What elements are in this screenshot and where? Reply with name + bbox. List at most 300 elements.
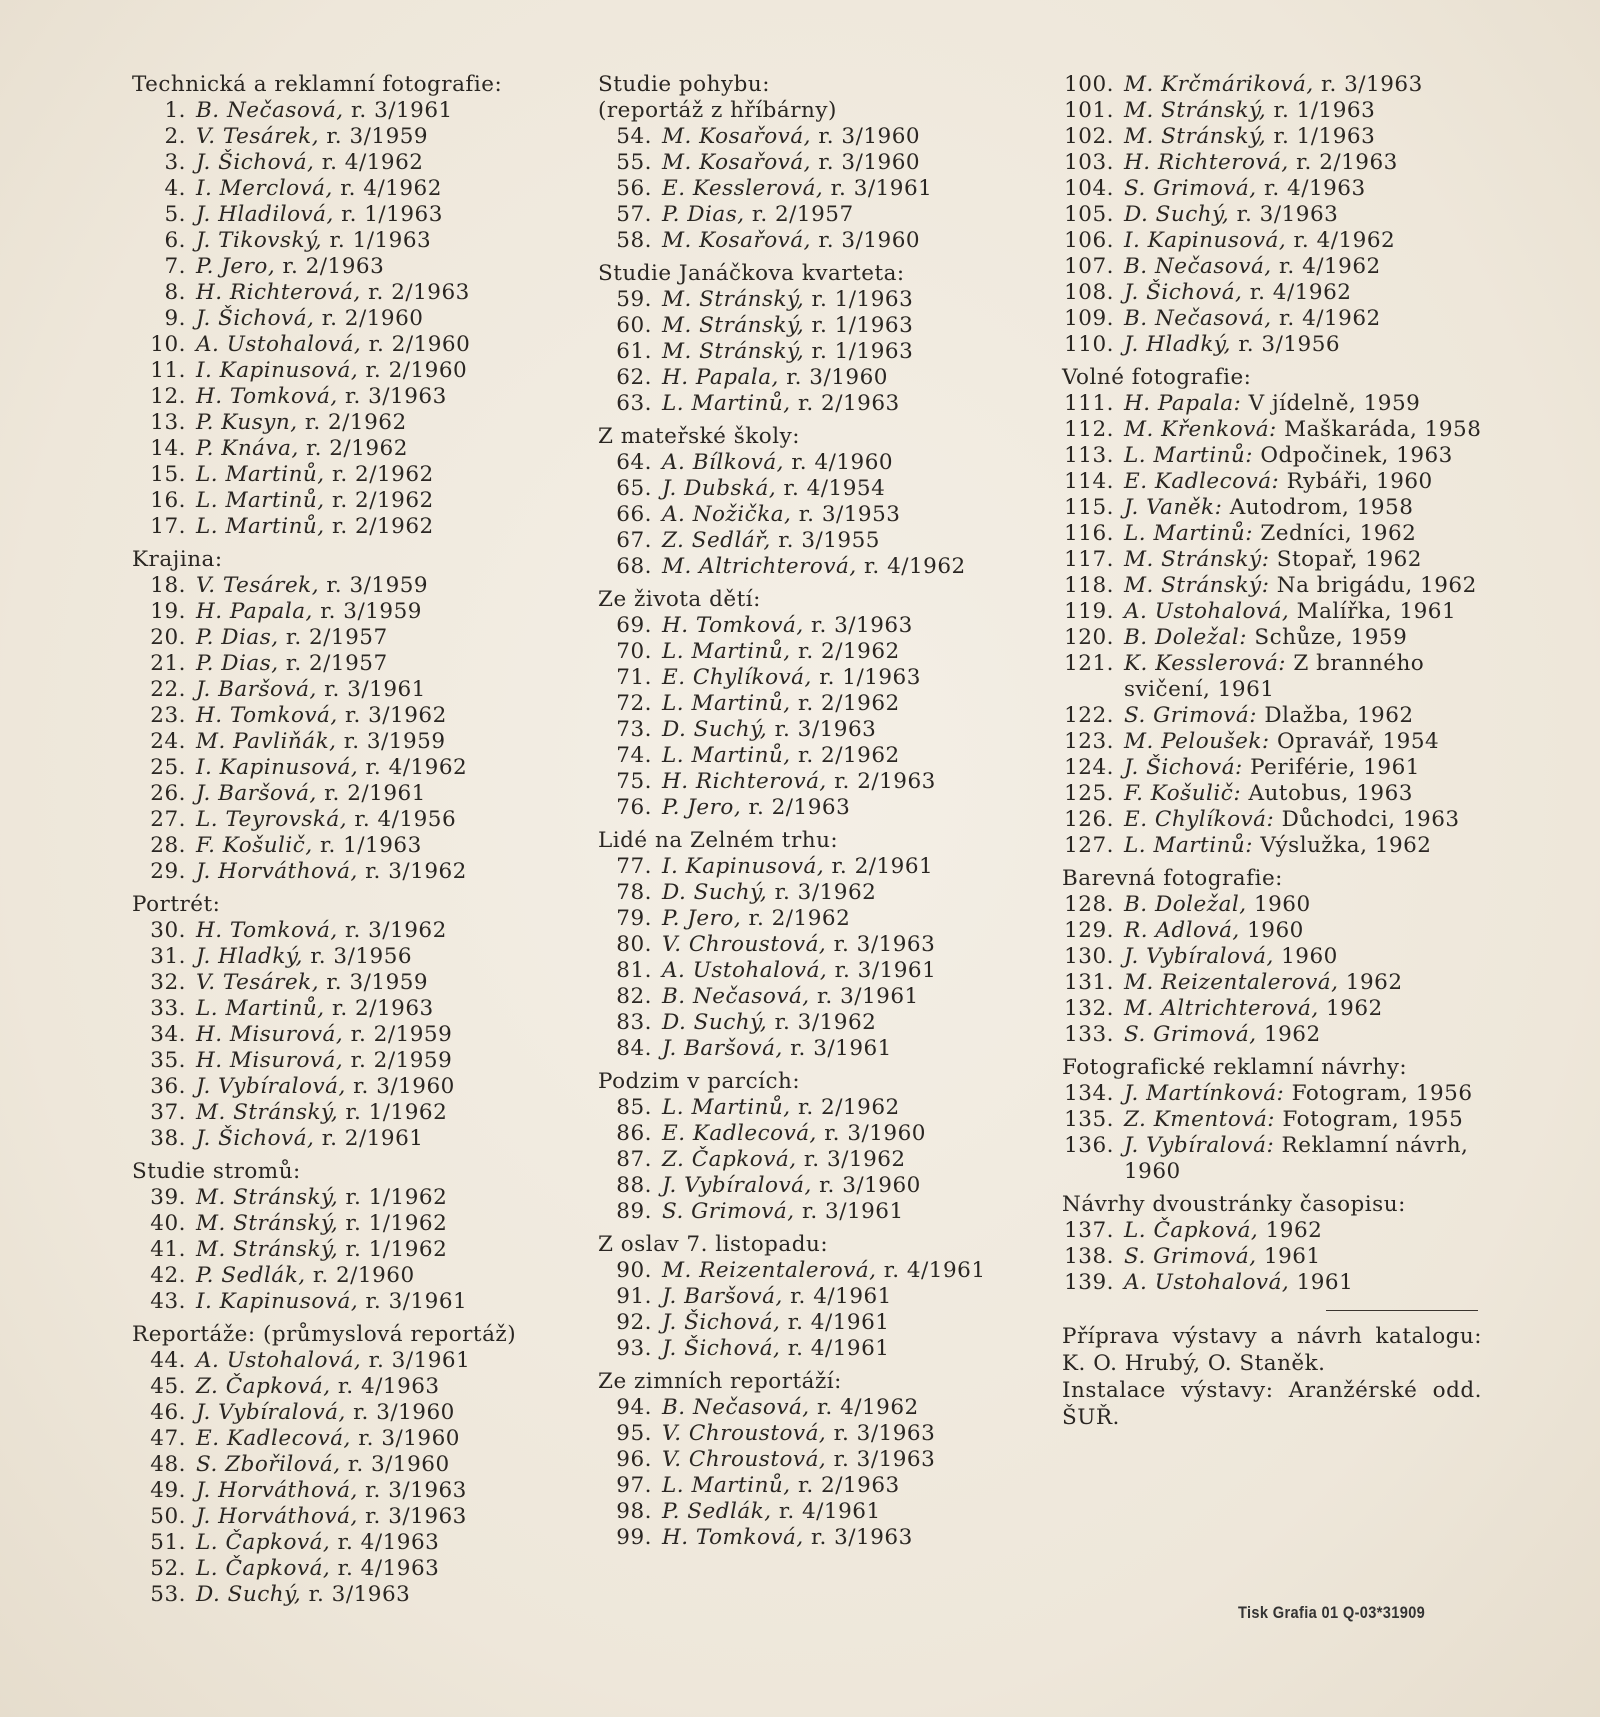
photographer-name: I. Merclová, <box>196 176 333 201</box>
entry-info: r. 3/1960 <box>819 1173 921 1198</box>
entry-text <box>1124 918 1482 944</box>
entry-row <box>598 984 1023 1010</box>
entry-text <box>1124 1107 1482 1133</box>
entry-row <box>598 1036 1023 1062</box>
entry-number: 120. <box>1064 625 1114 650</box>
entry-info: r. 1/1963 <box>320 833 422 858</box>
entry-row <box>1062 176 1482 202</box>
entry-info: r. 3/1960 <box>353 1400 455 1425</box>
entry-row <box>132 280 562 306</box>
entry-text <box>1124 996 1482 1022</box>
credits-installation: Instalace výstavy: Aranžérské odd. ŠUŘ. <box>1062 1378 1482 1430</box>
entry-number: 137. <box>1064 1218 1114 1243</box>
section <box>1062 866 1482 1048</box>
section-heading: Portrét: <box>132 892 221 917</box>
photographer-name: M. Stránský: <box>1124 547 1270 572</box>
entry-text <box>196 150 562 176</box>
entry-number: 122. <box>1064 703 1114 728</box>
entry-text <box>1124 625 1482 651</box>
photographer-name: E. Kadlecová, <box>196 1426 351 1451</box>
entry-info: Odpočinek, 1963 <box>1260 443 1453 468</box>
entry-info: r. 2/1960 <box>312 1263 415 1288</box>
entry-row <box>1062 280 1482 306</box>
entry-number: 96. <box>616 1447 652 1472</box>
entry-number: 56. <box>616 176 652 201</box>
entry-number: 95. <box>616 1421 652 1446</box>
entry-number: 13. <box>150 410 186 435</box>
entry-info: Z branného svičení, 1961 <box>1124 651 1425 702</box>
entry-number: 124. <box>1064 755 1114 780</box>
entry-number: 109. <box>1064 306 1114 331</box>
entry-info: r. 3/1962 <box>774 880 877 905</box>
entry-row <box>132 1582 562 1608</box>
entry-number: 23. <box>150 703 186 728</box>
entry-number: 17. <box>150 514 186 539</box>
entry-row <box>132 573 562 599</box>
photographer-name: I. Kapinusová, <box>662 854 825 879</box>
entry-text <box>1124 807 1482 833</box>
entry-info: r. 3/1953 <box>798 502 901 527</box>
section <box>598 424 1023 580</box>
entry-number: 35. <box>150 1048 186 1073</box>
entry-text <box>196 202 562 228</box>
entry-text <box>1124 332 1482 358</box>
entry-info: r. 1/1963 <box>811 339 914 364</box>
entry-number: 50. <box>150 1504 186 1529</box>
photographer-name: J. Tikovský, <box>196 228 323 253</box>
entry-text <box>196 436 562 462</box>
entry-text <box>662 1310 1023 1336</box>
entry-text <box>662 984 1023 1010</box>
photographer-name: J. Šichová, <box>662 1310 781 1335</box>
photographer-name: J. Hladilová, <box>196 202 334 227</box>
entry-text <box>1124 1218 1482 1244</box>
entry-info: r. 3/1955 <box>778 528 880 553</box>
entry-row <box>1062 755 1482 781</box>
photographer-name: J. Vybíralová, <box>662 1173 812 1198</box>
photographer-name: J. Vybíralová: <box>1124 1133 1275 1158</box>
entry-row <box>598 743 1023 769</box>
photographer-name: L. Martinů, <box>196 996 325 1021</box>
entry-row <box>132 970 562 996</box>
photographer-name: F. Košulič, <box>196 833 313 858</box>
entry-number: 27. <box>150 807 186 832</box>
entry-row <box>132 625 562 651</box>
entry-number: 71. <box>616 665 652 690</box>
entry-text <box>1124 1270 1482 1296</box>
entry-info: r. 2/1957 <box>751 202 854 227</box>
entry-number: 4. <box>164 176 186 201</box>
entry-row <box>132 1074 562 1100</box>
entry-text <box>662 880 1023 906</box>
entry-info: r. 3/1960 <box>353 1074 455 1099</box>
entry-text <box>1124 98 1482 124</box>
entry-number: 34. <box>150 1022 186 1047</box>
entry-row <box>132 651 562 677</box>
entry-row <box>132 1556 562 1582</box>
entry-number: 129. <box>1064 918 1114 943</box>
entry-info: r. 3/1963 <box>811 1525 913 1550</box>
photographer-name: J. Šichová, <box>196 150 315 175</box>
entry-number: 16. <box>150 488 186 513</box>
entry-text <box>196 833 562 859</box>
photographer-name: V. Tesárek, <box>196 573 320 598</box>
entry-text <box>1124 547 1482 573</box>
photographer-name: S. Grimová, <box>1124 1244 1257 1269</box>
entry-row <box>1062 599 1482 625</box>
entry-text <box>662 795 1023 821</box>
entry-number: 15. <box>150 462 186 487</box>
entry-row <box>1062 781 1482 807</box>
entry-number: 130. <box>1064 944 1114 969</box>
entry-text <box>1124 443 1482 469</box>
photographer-name: P. Dias, <box>196 625 279 650</box>
entry-number: 89. <box>616 1199 652 1224</box>
photographer-name: L. Martinů, <box>662 691 791 716</box>
entry-number: 104. <box>1064 176 1114 201</box>
entry-number: 63. <box>616 391 652 416</box>
photographer-name: P. Jero, <box>662 906 742 931</box>
entry-number: 8. <box>164 280 186 305</box>
photographer-name: A. Bílková, <box>662 450 785 475</box>
entry-text <box>196 807 562 833</box>
entry-info: r. 3/1959 <box>326 970 429 995</box>
photographer-name: M. Stránský, <box>662 287 805 312</box>
entry-row <box>598 124 1023 150</box>
entry-row <box>132 807 562 833</box>
entry-text <box>196 859 562 885</box>
entry-text <box>662 228 1023 254</box>
section <box>132 1159 562 1315</box>
entry-number: 76. <box>616 795 652 820</box>
entry-info: r. 1/1962 <box>345 1211 448 1236</box>
entry-number: 113. <box>1064 443 1114 468</box>
photographer-name: M. Stránský: <box>1124 573 1270 598</box>
entry-text <box>1124 781 1482 807</box>
entry-number: 82. <box>616 984 652 1009</box>
entry-text <box>196 98 562 124</box>
section-heading: Technická a reklamní fotografie: <box>132 72 503 97</box>
entry-row <box>132 150 562 176</box>
photographer-name: D. Suchý, <box>196 1582 302 1607</box>
photographer-name: M. Kosařová, <box>662 150 811 175</box>
entry-number: 126. <box>1064 807 1114 832</box>
photographer-name: M. Reizentalerová, <box>662 1258 877 1283</box>
entry-text <box>1124 1244 1482 1270</box>
entry-text <box>196 1289 562 1315</box>
entry-number: 98. <box>616 1499 652 1524</box>
entry-number: 115. <box>1064 495 1114 520</box>
entry-row <box>1062 703 1482 729</box>
photographer-name: L. Teyrovská, <box>196 807 348 832</box>
entry-number: 67. <box>616 528 652 553</box>
entry-info: r. 3/1956 <box>1238 332 1341 357</box>
photographer-name: H. Richterová, <box>1124 150 1289 175</box>
entry-row <box>1062 547 1482 573</box>
entry-row <box>132 1126 562 1152</box>
entry-info: r. 2/1961 <box>324 781 426 806</box>
section <box>132 1322 562 1608</box>
entry-number: 51. <box>150 1530 186 1555</box>
entry-info: V jídelně, 1959 <box>1248 391 1421 416</box>
photographer-name: P. Jero, <box>662 795 742 820</box>
entry-text <box>662 743 1023 769</box>
entry-row <box>132 462 562 488</box>
entry-text <box>1124 833 1482 859</box>
entry-row <box>132 599 562 625</box>
entry-row <box>1062 202 1482 228</box>
photographer-name: L. Čapková, <box>196 1556 331 1581</box>
entry-text <box>196 1556 562 1582</box>
entry-info: r. 2/1957 <box>285 625 388 650</box>
entry-number: 91. <box>616 1284 652 1309</box>
photographer-name: M. Stránský, <box>196 1100 339 1125</box>
entry-row <box>132 1211 562 1237</box>
entry-number: 114. <box>1064 469 1114 494</box>
entry-text <box>662 1010 1023 1036</box>
entry-row <box>598 717 1023 743</box>
section-heading: Z oslav 7. listopadu: <box>598 1232 829 1257</box>
entry-info: r. 2/1963 <box>1296 150 1398 175</box>
entry-text <box>196 462 562 488</box>
photographer-name: J. Vybíralová, <box>196 1074 346 1099</box>
entry-number: 42. <box>150 1263 186 1288</box>
entry-text <box>662 202 1023 228</box>
entry-text <box>662 124 1023 150</box>
section-heading: Lidé na Zelném trhu: <box>598 828 839 853</box>
entry-info: r. 4/1962 <box>365 755 468 780</box>
photographer-name: L. Čapková, <box>1124 1218 1259 1243</box>
entry-number: 107. <box>1064 254 1114 279</box>
photographer-name: M. Altrichterová, <box>662 554 857 579</box>
entry-row <box>1062 1081 1482 1107</box>
photographer-name: M. Kosařová, <box>662 124 811 149</box>
entry-number: 48. <box>150 1452 186 1477</box>
entry-text <box>662 1173 1023 1199</box>
entry-row <box>132 1100 562 1126</box>
entry-info: r. 1/1963 <box>811 313 914 338</box>
photographer-name: L. Martinů, <box>196 462 325 487</box>
entry-info: r. 3/1963 <box>308 1582 411 1607</box>
photographer-name: R. Adlová, <box>1124 918 1240 943</box>
photographer-name: L. Martinů: <box>1124 521 1254 546</box>
entry-row <box>132 1263 562 1289</box>
entry-text <box>662 502 1023 528</box>
entry-info: r. 4/1961 <box>778 1499 881 1524</box>
entry-text <box>1124 417 1482 443</box>
entry-info: r. 4/1956 <box>354 807 457 832</box>
entry-row <box>1062 729 1482 755</box>
entry-number: 69. <box>616 613 652 638</box>
entry-row <box>1062 833 1482 859</box>
entry-info: r. 2/1962 <box>304 410 407 435</box>
entry-info: r. 1/1962 <box>345 1237 448 1262</box>
entry-row <box>598 228 1023 254</box>
entry-text <box>662 769 1023 795</box>
entry-number: 101. <box>1064 98 1114 123</box>
entry-number: 60. <box>616 313 652 338</box>
entry-row <box>132 254 562 280</box>
entry-info: r. 3/1963 <box>833 1447 936 1472</box>
entry-info: r. 3/1963 <box>833 932 936 957</box>
entry-row <box>1062 150 1482 176</box>
photographer-name: L. Martinů: <box>1124 443 1254 468</box>
entry-text <box>196 280 562 306</box>
entry-row <box>132 410 562 436</box>
photographer-name: H. Tomková, <box>662 1525 804 1550</box>
entry-info: r. 2/1963 <box>797 391 900 416</box>
section-heading: Volné fotografie: <box>1062 365 1252 390</box>
entry-info: r. 4/1962 <box>340 176 442 201</box>
entry-text <box>662 1336 1023 1362</box>
photographer-name: M. Peloušek: <box>1124 729 1270 754</box>
entry-number: 53. <box>150 1582 186 1607</box>
entry-number: 87. <box>616 1147 652 1172</box>
entry-info: r. 3/1963 <box>345 384 447 409</box>
entry-text <box>662 1499 1023 1525</box>
entry-number: 47. <box>150 1426 186 1451</box>
photographer-name: L. Martinů, <box>662 743 791 768</box>
entry-text <box>196 410 562 436</box>
entry-text <box>1124 306 1482 332</box>
entry-number: 106. <box>1064 228 1114 253</box>
entry-row <box>598 365 1023 391</box>
photographer-name: J. Šichová, <box>1124 280 1243 305</box>
entry-number: 58. <box>616 228 652 253</box>
entry-number: 22. <box>150 677 186 702</box>
entry-row <box>598 958 1023 984</box>
entry-row <box>1062 651 1482 703</box>
entry-number: 85. <box>616 1095 652 1120</box>
section-heading: Podzim v parcích: <box>598 1069 801 1094</box>
entry-row <box>598 1121 1023 1147</box>
entry-info: r. 4/1962 <box>1278 254 1381 279</box>
entry-info: r. 2/1962 <box>331 514 434 539</box>
entry-number: 25. <box>150 755 186 780</box>
entry-text <box>196 703 562 729</box>
entry-row <box>598 1173 1023 1199</box>
entry-info: r. 4/1963 <box>337 1374 440 1399</box>
photographer-name: M. Pavliňák, <box>196 729 337 754</box>
entry-text <box>662 958 1023 984</box>
photographer-name: V. Tesárek, <box>196 970 320 995</box>
photographer-name: M. Altrichterová, <box>1124 996 1319 1021</box>
entry-text <box>662 665 1023 691</box>
column-3-list <box>1062 72 1482 1296</box>
entry-number: 26. <box>150 781 186 806</box>
entry-row <box>1062 1133 1482 1185</box>
photographer-name: P. Knáva, <box>196 436 299 461</box>
entry-row <box>1062 391 1482 417</box>
entry-info: r. 2/1962 <box>797 1095 900 1120</box>
photographer-name: H. Tomková, <box>196 918 338 943</box>
entry-text <box>196 1478 562 1504</box>
photographer-name: V. Chroustová, <box>662 932 827 957</box>
entry-row <box>598 528 1023 554</box>
entry-info: r. 4/1962 <box>864 554 966 579</box>
entry-number: 134. <box>1064 1081 1114 1106</box>
entry-text <box>1124 228 1482 254</box>
entry-info: Reklamní návrh, 1960 <box>1124 1133 1469 1184</box>
entry-row <box>132 488 562 514</box>
entry-info: r. 4/1963 <box>1263 176 1366 201</box>
photographer-name: J. Šichová, <box>662 1336 781 1361</box>
entry-info: Autobus, 1963 <box>1248 781 1413 806</box>
entry-row <box>132 1400 562 1426</box>
entry-number: 116. <box>1064 521 1114 546</box>
entry-number: 31. <box>150 944 186 969</box>
entry-row <box>132 514 562 540</box>
photographer-name: V. Tesárek, <box>196 124 320 149</box>
entry-info: r. 4/1962 <box>1278 306 1381 331</box>
entry-text <box>196 573 562 599</box>
photographer-name: L. Martinů, <box>196 514 325 539</box>
entry-row <box>132 1022 562 1048</box>
entry-number: 100. <box>1064 72 1114 97</box>
entry-number: 28. <box>150 833 186 858</box>
entry-text <box>662 691 1023 717</box>
entry-text <box>1124 176 1482 202</box>
entry-number: 61. <box>616 339 652 364</box>
section-heading: Barevná fotografie: <box>1062 866 1283 891</box>
entry-info: Dlažba, 1962 <box>1264 703 1414 728</box>
section <box>1062 72 1482 358</box>
entry-info: Periférie, 1961 <box>1250 755 1420 780</box>
entry-info: r. 3/1962 <box>803 1147 906 1172</box>
entry-number: 21. <box>150 651 186 676</box>
entry-info: r. 3/1963 <box>774 717 877 742</box>
photographer-name: M. Kosařová, <box>662 228 811 253</box>
column-3 <box>1062 72 1482 1431</box>
entry-text <box>196 1582 562 1608</box>
entry-number: 19. <box>150 599 186 624</box>
entry-row <box>598 1525 1023 1551</box>
entry-number: 78. <box>616 880 652 905</box>
entry-row <box>132 944 562 970</box>
entry-row <box>132 98 562 124</box>
entry-number: 20. <box>150 625 186 650</box>
entry-text <box>662 176 1023 202</box>
entry-row <box>598 1395 1023 1421</box>
entry-number: 136. <box>1064 1133 1114 1158</box>
entry-number: 33. <box>150 996 186 1021</box>
section <box>598 72 1023 254</box>
entry-row <box>132 677 562 703</box>
credits-preparation: Příprava výstavy a návrh katalogu: K. O. Hrubý, O. Staněk. <box>1062 1324 1482 1376</box>
photographer-name: L. Martinů: <box>1124 833 1254 858</box>
print-note: Tisk Grafia 01 Q-03*31909 <box>1238 1603 1426 1622</box>
entry-row <box>598 1258 1023 1284</box>
entry-row <box>598 769 1023 795</box>
entry-text <box>196 176 562 202</box>
entry-number: 40. <box>150 1211 186 1236</box>
entry-info: r. 3/1962 <box>345 918 447 943</box>
entry-info: r. 3/1959 <box>326 573 429 598</box>
entry-text <box>1124 469 1482 495</box>
divider-rule <box>1326 1310 1478 1311</box>
entry-info: r. 3/1963 <box>1236 202 1339 227</box>
photographer-name: E. Kesslerová, <box>662 176 824 201</box>
entry-number: 37. <box>150 1100 186 1125</box>
photographer-name: M. Stránský, <box>196 1211 339 1236</box>
entry-row <box>1062 1218 1482 1244</box>
entry-number: 64. <box>616 450 652 475</box>
photographer-name: A. Ustohalová, <box>1124 1270 1290 1295</box>
credits <box>1062 1323 1482 1431</box>
photographer-name: M. Stránský, <box>1124 98 1267 123</box>
entry-row <box>598 1473 1023 1499</box>
entry-number: 45. <box>150 1374 186 1399</box>
